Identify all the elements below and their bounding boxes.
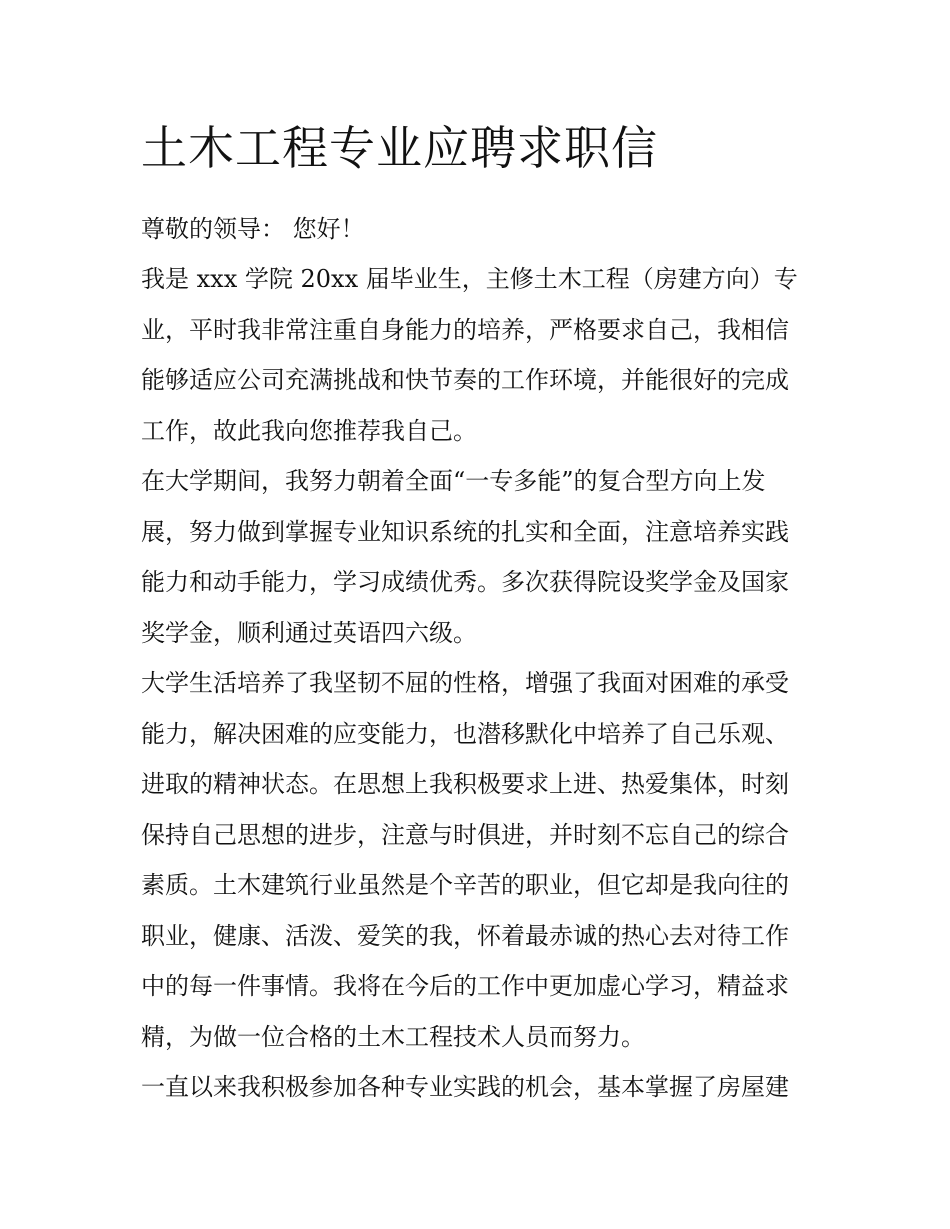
text-line: 业，平时我非常注重自身能力的培养，严格要求自己，我相信 xyxy=(141,315,789,344)
text-line: 能力，解决困难的应变能力，也潜移默化中培养了自己乐观、 xyxy=(141,719,789,748)
text-line: 大学生活培养了我坚韧不屈的性格，增强了我面对困难的承受 xyxy=(141,669,789,697)
text-line: 中的每一件事情。我将在今后的工作中更加虚心学习，精益求 xyxy=(141,972,789,1000)
text-line: 奖学金，顺利通过英语四六级。 xyxy=(141,618,477,647)
paragraph-character xyxy=(141,658,813,1062)
text-line: 素质。土木建筑行业虽然是个辛苦的职业，但它却是我向往的 xyxy=(141,871,789,899)
text-line: 进取的精神状态。在思想上我积极要求上进、热爱集体，时刻 xyxy=(141,770,789,798)
text-line: 展，努力做到掌握专业知识系统的扎实和全面，注意培养实践 xyxy=(141,517,789,546)
document-title: 土木工程专业应聘求职信 xyxy=(141,121,658,175)
text-line: 一直以来我积极参加各种专业实践的机会，基本掌握了房屋建 xyxy=(141,1073,789,1101)
text-line: 职业，健康、活泼、爱笑的我，怀着最赤诚的热心去对待工作 xyxy=(141,921,789,950)
text-line: 精，为做一位合格的土木工程技术人员而努力。 xyxy=(141,1022,645,1051)
text-line: 我是 xxx 学院 20xx 届毕业生，主修土木工程（房建方向）专 xyxy=(141,265,798,293)
paragraph-intro xyxy=(141,254,813,456)
text-line: 能力和动手能力，学习成绩优秀。多次获得院设奖学金及国家 xyxy=(141,568,789,596)
text-line: 能够适应公司充满挑战和快节奏的工作环境，并能很好的完成 xyxy=(141,366,789,394)
letter-body xyxy=(141,118,813,1113)
greeting: 尊敬的领导： 您好！ xyxy=(141,215,365,243)
text-line: 保持自己思想的进步，注意与时俱进，并时刻不忘自己的综合 xyxy=(141,820,789,849)
paragraph-practice xyxy=(141,1062,813,1113)
text-line: 在大学期间，我努力朝着全面“一专多能”的复合型方向上发 xyxy=(141,467,766,495)
paragraph-university xyxy=(141,456,813,658)
text-line: 工作，故此我向您推荐我自己。 xyxy=(141,416,477,445)
